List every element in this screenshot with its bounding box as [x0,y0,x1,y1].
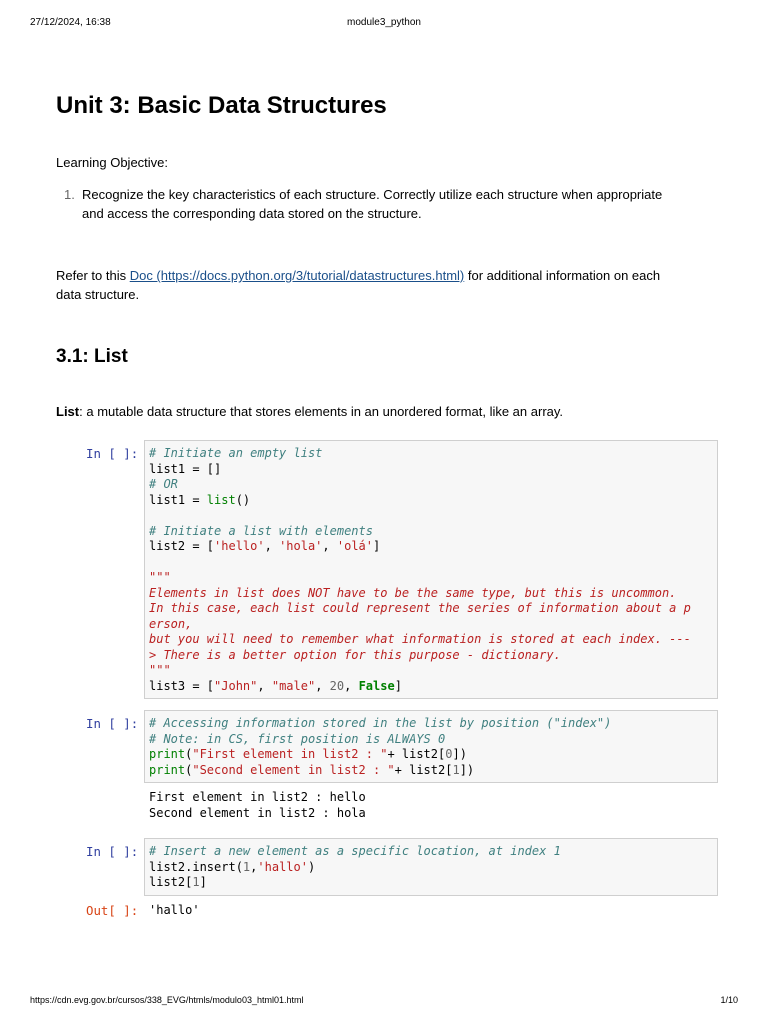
code-token: 'olá' [336,539,373,553]
code-token: # Initiate an empty list [149,446,323,460]
code-token: , [344,678,359,693]
code-token: # Note: in CS, first position is ALWAYS 0 [149,731,446,746]
list-definition [56,404,563,419]
code-token: list2[ [149,875,193,889]
code-token: ]) [452,747,467,761]
code-token: erson, [149,616,193,631]
code-token: + list2[ [394,762,453,777]
code-token: list3 = [ [149,678,215,693]
code-token: 1 [452,762,460,777]
code-token: 20 [329,678,345,693]
code-token: 'hello' [214,539,265,553]
code-token: ] [373,539,381,553]
code-cell-2-source [149,716,713,778]
code-token: , [250,859,258,874]
cell-2-output [149,790,366,821]
code-token: but you will need to remember what information is stored at each index. --- [149,632,691,646]
code-cell-2[interactable] [144,710,718,783]
objective-line-1: Recognize the key characteristics of each structure. Correctly utilize each structure when appropriate [82,187,663,202]
code-token: , [264,539,280,553]
code-token: # Insert a new element as a specific location, at index 1 [149,844,561,858]
output-line: First element in list2 : hello [149,790,366,804]
reference-suffix: for additional information on each [464,268,661,283]
code-token: "Second element in list2 : " [192,762,395,777]
code-token: > There is a better option for this purpose - dictionary. [149,647,561,662]
code-cell-1-source [149,446,713,694]
code-token: print [149,747,186,761]
code-token: In this case, each list could represent the series of information about a p [149,601,691,615]
code-token: list2.insert( [149,859,243,874]
page-number: 1/10 [720,995,738,1005]
reference-prefix: Refer to this [56,268,130,283]
objective-line-2: and access the corresponding data stored on the structure. [82,206,422,221]
print-doc-title: module3_python [347,17,421,28]
list-term: List [56,404,80,419]
code-token: ] [394,678,402,693]
list-definition-text: : a mutable data structure that stores elements in an unordered format, like an array. [79,404,564,419]
output-line: 'hallo' [149,903,200,917]
code-token: list [206,492,236,507]
learning-objective-label: Learning Objective: [56,155,169,170]
code-token: ( [185,747,193,761]
reference-line-2: data structure. [56,287,140,302]
cell-3-input-prompt: In [ ]: [86,844,139,859]
code-token: 1 [192,875,200,889]
print-datetime: 27/12/2024, 16:38 [30,17,111,28]
cell-3-output [149,903,200,919]
reference-paragraph [56,266,706,304]
objective-number: 1. [64,187,75,202]
code-token: + list2[ [387,747,446,761]
code-token: , [257,678,272,693]
code-token: """ [149,663,171,677]
code-token: Elements in list does NOT have to be the same type, but this is uncommon. [149,585,677,600]
code-token: list1 = [] [149,461,222,476]
code-cell-3-source [149,844,713,891]
code-token: 0 [445,747,453,761]
code-token: 'hallo' [257,859,308,874]
code-token: 1 [242,859,251,874]
code-token: print [149,762,186,777]
docs-link[interactable]: Doc (https://docs.python.org/3/tutorial/datastructures.html) [129,268,465,283]
code-token: ] [199,875,207,889]
code-token: ( [185,762,193,777]
code-token: ]) [459,762,475,777]
objective-text [82,185,712,223]
cell-2-input-prompt: In [ ]: [86,716,139,731]
code-token: 'hola' [279,539,323,553]
page-title: Unit 3: Basic Data Structures [56,92,387,119]
output-line: Second element in list2 : hola [149,805,366,820]
code-token: ) [307,859,316,874]
code-cell-1[interactable] [144,440,718,699]
section-title: 3.1: List [56,346,128,367]
print-url: https://cdn.evg.gov.br/cursos/338_EVG/htmls/modulo03_html01.html [30,995,304,1005]
code-token: () [235,492,251,507]
code-token: list1 = [149,492,207,507]
cell-1-input-prompt: In [ ]: [86,446,139,461]
cell-3-output-prompt: Out[ ]: [86,903,139,918]
code-token: # OR [149,477,178,491]
code-token: , [315,678,330,693]
code-token: False [358,678,395,693]
code-cell-3[interactable] [144,838,718,896]
code-token: list2 = [ [149,539,215,553]
code-token: """ [149,570,171,584]
code-token: # Initiate a list with elements [149,523,373,538]
code-token: "male" [271,678,316,693]
code-token: "First element in list2 : " [192,747,388,761]
code-token: , [322,539,337,553]
code-token: # Accessing information stored in the list by position ("index") [149,716,612,730]
code-token: "John" [214,678,258,693]
